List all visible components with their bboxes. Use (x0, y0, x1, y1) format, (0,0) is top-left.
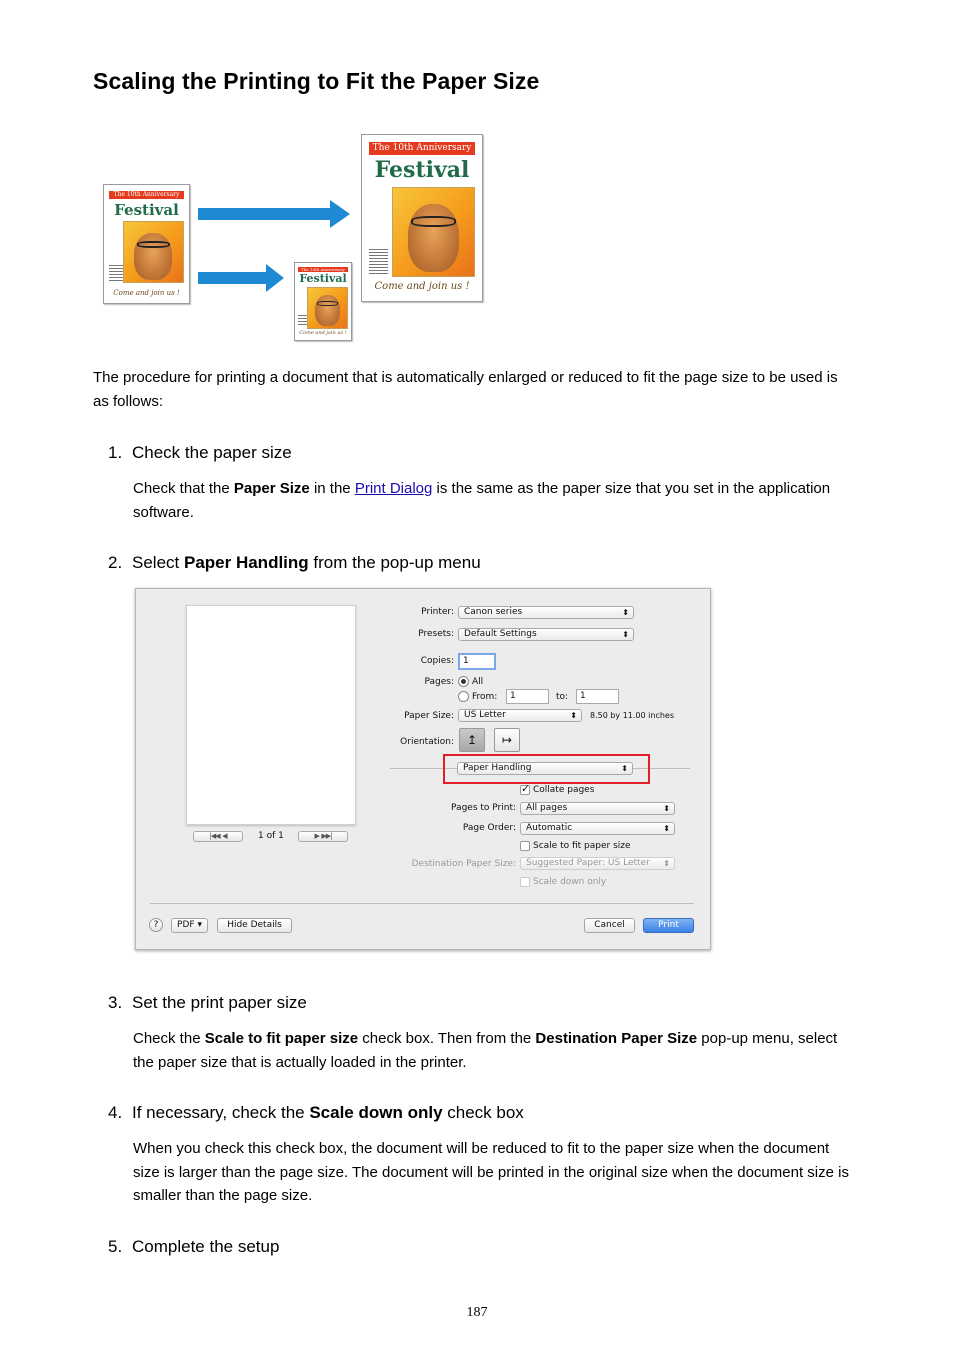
step-1-body: Check that the Paper Size in the Print Dialog is the same as the paper size that you set in the application software. (133, 480, 831, 521)
step-4-heading: 4. If necessary, check the Scale down only check box (108, 1103, 524, 1122)
page-order-popup[interactable]: Automatic ⬍ (520, 822, 675, 835)
hide-details-button[interactable]: Hide Details (217, 918, 292, 933)
pages-all-radio[interactable] (458, 676, 469, 687)
print-dialog-link[interactable]: Print Dialog (354, 480, 433, 497)
step-3-heading: 3. Set the print paper size (108, 993, 307, 1012)
page-indicator: 1 of 1 (258, 831, 284, 841)
scale-to-fit-checkbox[interactable] (520, 841, 530, 851)
page-preview (186, 605, 356, 825)
reduced-poster-image: The 10th Anniversary Festival Come and join us ! (294, 262, 352, 341)
intro-paragraph: The procedure for printing a document that is automatically enlarged or reduced to fit the page size to be used is as follows: (93, 369, 838, 410)
dog-photo (123, 221, 184, 283)
pages-from-field[interactable]: 1 (506, 689, 549, 704)
enlarged-poster-image: The 10th Anniversary Festival Come and join us ! (361, 134, 483, 302)
dog-photo (307, 287, 347, 329)
step-2-heading: 2. Select Paper Handling from the pop-up menu (108, 553, 481, 572)
reduce-arrow (198, 262, 286, 294)
dog-photo (392, 187, 475, 277)
pages-to-field[interactable]: 1 (576, 689, 619, 704)
copies-field[interactable]: 1 (458, 653, 496, 670)
original-poster-image: The 10th Anniversary Festival Come and join us ! (103, 184, 190, 304)
pdf-button[interactable]: PDF ▾ (171, 918, 208, 933)
step-3-body: Check the Scale to fit paper size check box. Then from the Destination Paper Size pop-up menu, select the paper size that is actually loaded in the printer. (133, 1030, 838, 1071)
landscape-orientation-button[interactable]: ↦ (494, 728, 520, 752)
step-5-heading: 5. Complete the setup (108, 1237, 280, 1256)
highlight-box (443, 754, 650, 784)
pages-from-radio[interactable] (458, 691, 469, 702)
scale-down-only-checkbox[interactable] (520, 877, 530, 887)
page-number: 187 (466, 1305, 488, 1320)
section-popup[interactable]: Paper Handling ⬍ (457, 762, 633, 775)
next-last-page-buttons[interactable]: ▶ ▶▶| (298, 831, 348, 842)
page-title: Scaling the Printing to Fit the Paper Size (93, 68, 540, 94)
cancel-button[interactable]: Cancel (584, 918, 635, 933)
pages-to-print-popup[interactable]: All pages ⬍ (520, 802, 675, 815)
enlarge-arrow (198, 198, 352, 230)
paper-size-popup[interactable]: US Letter ⬍ (458, 709, 582, 722)
portrait-orientation-button[interactable]: ↥ (459, 728, 485, 752)
print-dialog-screenshot: |◀◀ ◀ 1 of 1 ▶ ▶▶| Printer: Canon series ⬍ Presets: Default Settings ⬍ Copies: 1 Pages: All From: 1 to: 1 Paper Size: US Letter ⬍ 8.50 by 11.00 inches Orientation: ↥ ↦ Paper Handling ⬍ ✓ Collate pages Pages to Print: All pages ⬍ Page Order: Automatic ⬍ Scale to fit paper size Destination Paper Size: Suggested Paper: US Letter ⬍ Scale down only ? PDF ▾ Hide Details Cancel Print (135, 588, 711, 950)
presets-popup[interactable]: Default Settings ⬍ (458, 628, 634, 641)
print-button[interactable]: Print (643, 918, 694, 933)
step-1-heading: 1. Check the paper size (108, 443, 292, 462)
step-4-body: When you check this check box, the document will be reduced to fit to the paper size when the document size is larger than the page size. The document will be printed in the original size when the document size is smaller than the page size. (133, 1140, 849, 1204)
printer-popup[interactable]: Canon series ⬍ (458, 606, 634, 619)
help-button[interactable]: ? (149, 918, 163, 932)
destination-paper-size-popup[interactable]: Suggested Paper: US Letter ⬍ (520, 857, 675, 870)
collate-checkbox[interactable] (520, 785, 530, 795)
first-prev-page-buttons[interactable]: |◀◀ ◀ (193, 831, 243, 842)
